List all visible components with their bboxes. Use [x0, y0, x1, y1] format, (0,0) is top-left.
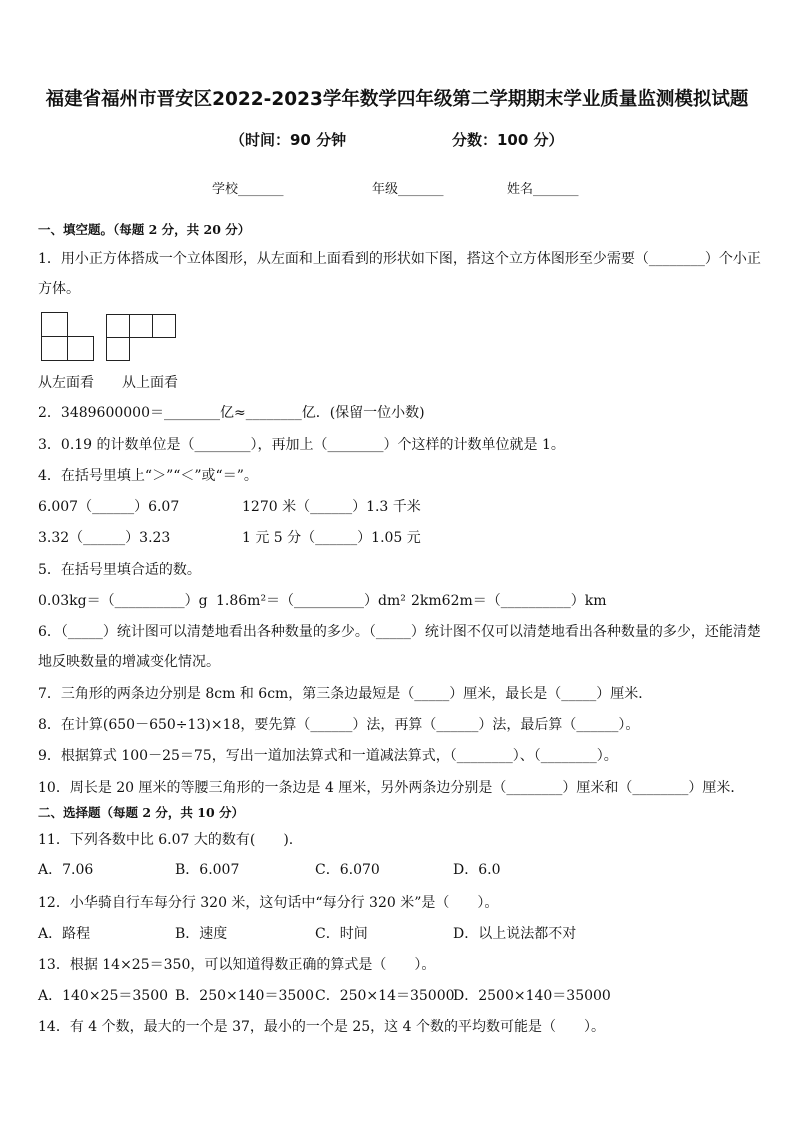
question-1-line2: 方体。 [38, 281, 80, 297]
option-b: B．速度 [175, 926, 228, 942]
top-view-square [129, 314, 153, 338]
question-5-item: 1.86m²＝（__________）dm² [216, 593, 406, 609]
question-12: 12．小华骑自行车每分行 320 米，这句话中“每分行 320 米”是（ ）。 [38, 895, 499, 911]
option-c: C．6.070 [315, 862, 380, 878]
option-a: A．7.06 [38, 862, 94, 878]
option-c: C．250×14＝35000 [315, 988, 455, 1004]
top-view-label: 从上面看 [122, 375, 178, 391]
top-view-square [106, 337, 130, 361]
question-4-item: 1 元 5 分（______）1.05 元 [242, 530, 421, 546]
option-a: A．路程 [38, 926, 91, 942]
question-5-item: 2km62m＝（__________）km [411, 593, 607, 609]
top-view-square [152, 314, 176, 338]
question-2: 2．3489600000＝________亿≈________亿．(保留一位小数) [38, 405, 425, 421]
question-6-line1: 6．（_____）统计图可以清楚地看出各种数量的多少。（_____）统计图不仅可以清楚地看出各种数量的多少，还能清楚 [38, 624, 761, 640]
section1-header: 一、填空题。（每题 2 分，共 20 分） [38, 222, 251, 237]
question-3: 3．0.19 的计数单位是（________），再加上（________）个这样的计数单位就是 1。 [38, 437, 565, 453]
left-view-label: 从左面看 [38, 375, 94, 391]
question-5-item: 0.03kg＝（__________）g [38, 593, 208, 609]
option-a: A．140×25＝3500 [38, 988, 169, 1004]
top-view-square [106, 314, 130, 338]
option-b: B．6.007 [175, 862, 240, 878]
option-d: D．6.0 [453, 862, 501, 878]
question-11: 11．下列各数中比 6.07 大的数有( ). [38, 832, 294, 848]
question-4: 4．在括号里填上“＞”“＜”或“＝”。 [38, 468, 258, 484]
question-13: 13．根据 14×25＝350，可以知道得数正确的算式是（ ）。 [38, 957, 436, 973]
name-field: 姓名_______ [507, 182, 579, 197]
left-view-square [67, 336, 94, 361]
question-1-line1: 1．用小正方体搭成一个立体图形，从左面和上面看到的形状如下图，搭这个立方体图形至少需要（________）个小正 [38, 251, 761, 267]
left-view-square [41, 336, 68, 361]
left-view-square [41, 312, 68, 337]
option-d: D．2500×140＝35000 [453, 988, 611, 1004]
school-field: 学校_______ [212, 182, 284, 197]
question-6-line2: 地反映数量的增减变化情况。 [38, 654, 220, 670]
question-14: 14．有 4 个数，最大的一个是 37，最小的一个是 25，这 4 个数的平均数可能是（ ）。 [38, 1019, 605, 1035]
question-7: 7．三角形的两条边分别是 8cm 和 6cm，第三条边最短是（_____）厘米，最长是（_____）厘米． [38, 686, 653, 702]
question-4-item: 6.007（______）6.07 [38, 499, 180, 515]
exam-time: （时间：90 分钟 [230, 131, 347, 149]
question-9: 9．根据算式 100－25＝75，写出一道加法算式和一道减法算式，（________）、（________）。 [38, 748, 618, 764]
question-8: 8．在计算(650－650÷13)×18，要先算（______）法，再算（______）法，最后算（______）。 [38, 717, 640, 733]
option-d: D．以上说法都不对 [453, 926, 577, 942]
question-4-item: 1270 米（______）1.3 千米 [242, 499, 421, 515]
section2-header: 二、选择题（每题 2 分，共 10 分） [38, 805, 245, 820]
grade-field: 年级_______ [372, 182, 444, 197]
question-4-item: 3.32（______）3.23 [38, 530, 171, 546]
exam-score: 分数：100 分） [452, 131, 564, 149]
question-10: 10．周长是 20 厘米的等腰三角形的一条边是 4 厘米，另外两条边分别是（________）厘米和（________）厘米． [38, 780, 745, 796]
option-b: B．250×140＝3500 [175, 988, 315, 1004]
question-5: 5．在括号里填合适的数。 [38, 562, 201, 578]
option-c: C．时间 [315, 926, 368, 942]
exam-title: 福建省福州市晋安区2022-2023学年数学四年级第二学期期末学业质量监测模拟试题 [45, 89, 749, 110]
